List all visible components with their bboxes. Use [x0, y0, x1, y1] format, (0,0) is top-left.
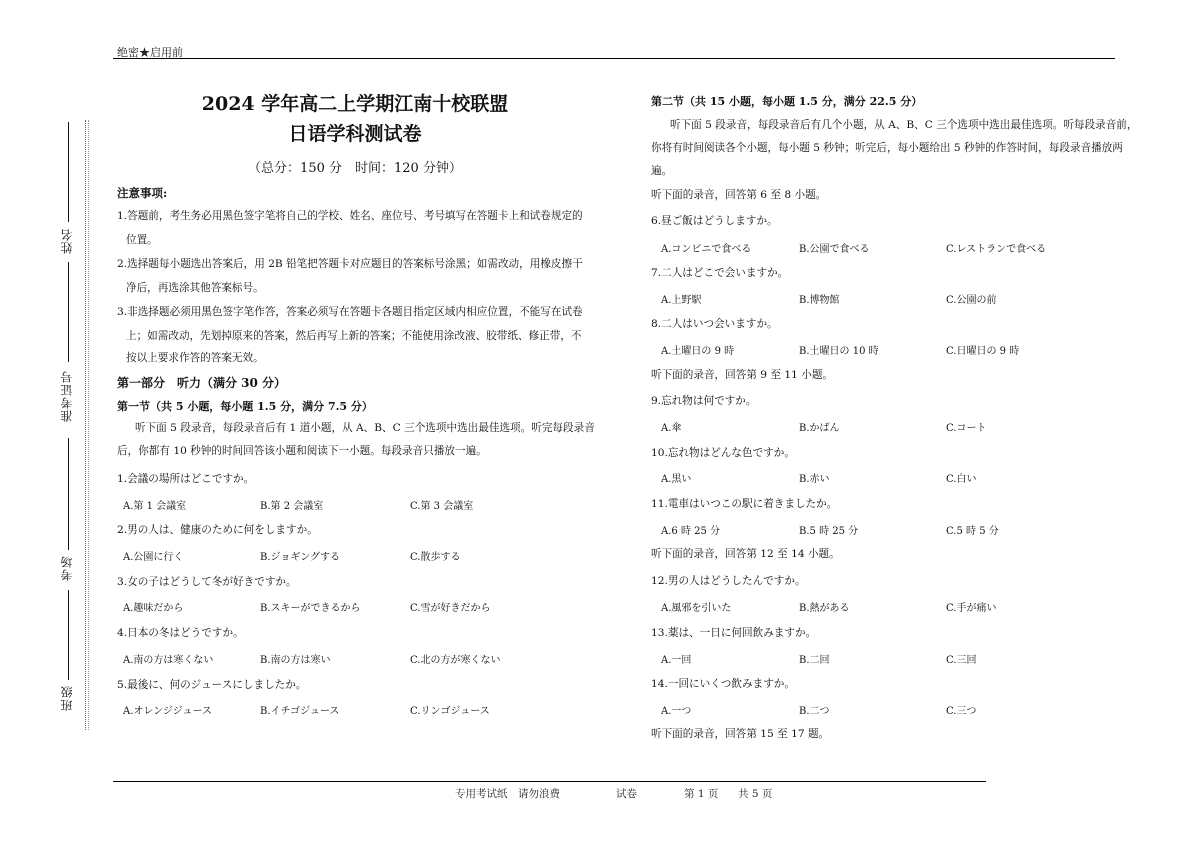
footer-paper-note: 专用考试纸 请勿浪费 — [455, 788, 560, 800]
question-9: 9.忘れ物は何ですか。 — [651, 395, 757, 407]
section2-intro: 听下面 5 段录音，每段录音后有几个小题，从 A、B、C 三个选项中选出最佳选项。听每段录音前， — [670, 119, 1138, 131]
name-blank-line — [68, 122, 69, 222]
option-9b: B.かばん — [799, 423, 840, 434]
option-7a: A.上野駅 — [661, 295, 702, 306]
option-14b: B.二つ — [799, 706, 830, 717]
section2-intro-cont2: 遍。 — [651, 165, 673, 177]
option-14a: A.一つ — [661, 706, 692, 717]
option-6a: A.コンビニで食べる — [661, 244, 752, 255]
option-4a: A.南の方は寒くない — [123, 655, 214, 666]
option-8b: B.土曜日の 10 時 — [799, 346, 879, 357]
option-5c: C.リンゴジュース — [410, 706, 490, 717]
option-9c: C.コート — [946, 423, 987, 434]
option-12c: C.手が痛い — [946, 603, 997, 614]
option-12b: B.熱がある — [799, 603, 850, 614]
class-label: 班级 — [60, 685, 74, 711]
option-2b: B.ジョギングする — [260, 552, 341, 563]
notes-item-2: 2.选择题每小题选出答案后，用 2B 铅笔把答题卡对应题目的答案标号涂黑；如需改动，用橡皮擦干 — [117, 258, 583, 270]
name-label: 姓名 — [60, 228, 74, 254]
section2-intro-cont: 你将有时间阅读各个小题，每小题 5 秒钟；听完后，每小题给出 5 秒钟的作答时间，每段录音播放两 — [651, 142, 1123, 154]
option-10a: A.黒い — [661, 474, 692, 485]
question-3: 3.女の子はどうして冬が好きですか。 — [117, 576, 297, 588]
question-4: 4.日本の冬はどうですか。 — [117, 627, 244, 639]
notes-heading: 注意事项: — [117, 186, 168, 200]
option-14c: C.三つ — [946, 706, 977, 717]
footer-page-current: 第 1 页 — [684, 788, 719, 800]
section2-heading: 第二节（共 15 小题，每小题 1.5 分，满分 22.5 分） — [651, 95, 923, 108]
header-rule — [113, 58, 1115, 59]
notes-item-3: 3.非选择题必须用黑色签字笔作答，答案必须写在答题卡各题目指定区域内相应位置，不能写在试卷 — [117, 306, 583, 318]
option-3c: C.雪が好きだから — [410, 603, 491, 614]
question-2: 2.男の人は、健康のために何をしますか。 — [117, 524, 318, 536]
option-8c: C.日曜日の 9 時 — [946, 346, 1020, 357]
option-2c: C.散歩する — [410, 552, 461, 563]
option-8a: A.土曜日の 9 時 — [661, 346, 735, 357]
exam-meta: （总分：150 分 时间：120 分钟） — [248, 161, 462, 176]
notes-item-2-cont: 净后，再选涂其他答案标号。 — [126, 282, 264, 294]
option-11a: A.6 時 25 分 — [661, 526, 721, 537]
option-13b: B.二回 — [799, 655, 830, 666]
option-12a: A.風邪を引いた — [661, 603, 732, 614]
binding-dotted-line — [85, 120, 86, 730]
section1-intro: 听下面 5 段录音，每段录音后有 1 道小题，从 A、B、C 三个选项中选出最佳选项。听完每段录音 — [135, 422, 595, 434]
option-7c: C.公園の前 — [946, 295, 997, 306]
option-3b: B.スキーができるから — [260, 603, 361, 614]
room-label: 考场 — [60, 555, 74, 581]
option-11c: C.5 時 5 分 — [946, 526, 999, 537]
group-instruction-12-14: 听下面的录音，回答第 12 至 14 小题。 — [651, 548, 840, 560]
option-10c: C.白い — [946, 474, 977, 485]
option-10b: B.赤い — [799, 474, 830, 485]
notes-item-3-cont: 上；如需改动，先划掉原来的答案，然后再写上新的答案；不能使用涂改液、胶带纸、修正带，不 — [126, 330, 582, 342]
option-13c: C.三回 — [946, 655, 977, 666]
notes-item-1-cont: 位置。 — [126, 234, 158, 246]
question-12: 12.男の人はどうしたんですか。 — [651, 575, 806, 587]
footer-rule — [113, 781, 986, 782]
option-6b: B.公園で食べる — [799, 244, 870, 255]
part1-heading: 第一部分 听力（满分 30 分） — [117, 376, 287, 390]
exam-no-label: 准考证号 — [60, 370, 74, 422]
group-instruction-9-11: 听下面的录音，回答第 9 至 11 小题。 — [651, 369, 834, 381]
footer-page-total: 共 5 页 — [738, 788, 773, 800]
question-10: 10.忘れ物はどんな色ですか。 — [651, 447, 795, 459]
option-9a: A.傘 — [661, 423, 682, 434]
question-14: 14.一回にいくつ飲みますか。 — [651, 678, 795, 690]
question-7: 7.二人はどこで会いますか。 — [651, 267, 789, 279]
exam-no-blank-line — [68, 262, 69, 362]
question-1: 1.会議の場所はどこですか。 — [117, 473, 255, 485]
notes-item-3-cont2: 按以上要求作答的答案无效。 — [126, 352, 264, 364]
option-5b: B.イチゴジュース — [260, 706, 340, 717]
option-3a: A.趣味だから — [123, 603, 184, 614]
class-blank-line — [68, 590, 69, 680]
question-5: 5.最後に、何のジュースにしましたか。 — [117, 679, 307, 691]
section1-heading: 第一节（共 5 小题，每小题 1.5 分，满分 7.5 分） — [117, 400, 373, 413]
group-instruction-6-8: 听下面的录音，回答第 6 至 8 小题。 — [651, 189, 827, 201]
question-8: 8.二人はいつ会いますか。 — [651, 318, 778, 330]
question-6: 6.昼ご飯はどうしますか。 — [651, 215, 778, 227]
group-instruction-15-17: 听下面的录音，回答第 15 至 17 题。 — [651, 728, 830, 740]
option-11b: B.5 時 25 分 — [799, 526, 859, 537]
room-blank-line — [68, 438, 69, 550]
option-7b: B.博物館 — [799, 295, 840, 306]
option-4c: C.北の方が寒くない — [410, 655, 501, 666]
option-4b: B.南の方は寒い — [260, 655, 331, 666]
question-11: 11.電車はいつこの駅に着きましたか。 — [651, 498, 838, 510]
option-2a: A.公園に行く — [123, 552, 184, 563]
option-1a: A.第 1 会議室 — [123, 501, 187, 512]
confidential-label: 绝密★启用前 — [117, 46, 183, 59]
exam-title: 2024 学年高二上学期江南十校联盟 — [201, 93, 509, 115]
option-13a: A.一回 — [661, 655, 692, 666]
footer-paper-type: 试卷 — [616, 788, 637, 800]
notes-item-1: 1.答题前，考生务必用黑色签字笔将自己的学校、姓名、座位号、考号填写在答题卡上和试卷规定的 — [117, 210, 583, 222]
exam-subject: 日语学科测试卷 — [288, 123, 422, 145]
section1-intro-cont: 后，你都有 10 秒钟的时间回答该小题和阅读下一小题。每段录音只播放一遍。 — [117, 445, 487, 457]
question-13: 13.薬は、一日に何回飲みますか。 — [651, 627, 817, 639]
option-5a: A.オレンジジュース — [123, 706, 212, 717]
option-1b: B.第 2 会議室 — [260, 501, 324, 512]
option-6c: C.レストランで食べる — [946, 244, 1047, 255]
binding-dotted-line-inner — [88, 120, 89, 730]
option-1c: C.第 3 会議室 — [410, 501, 474, 512]
